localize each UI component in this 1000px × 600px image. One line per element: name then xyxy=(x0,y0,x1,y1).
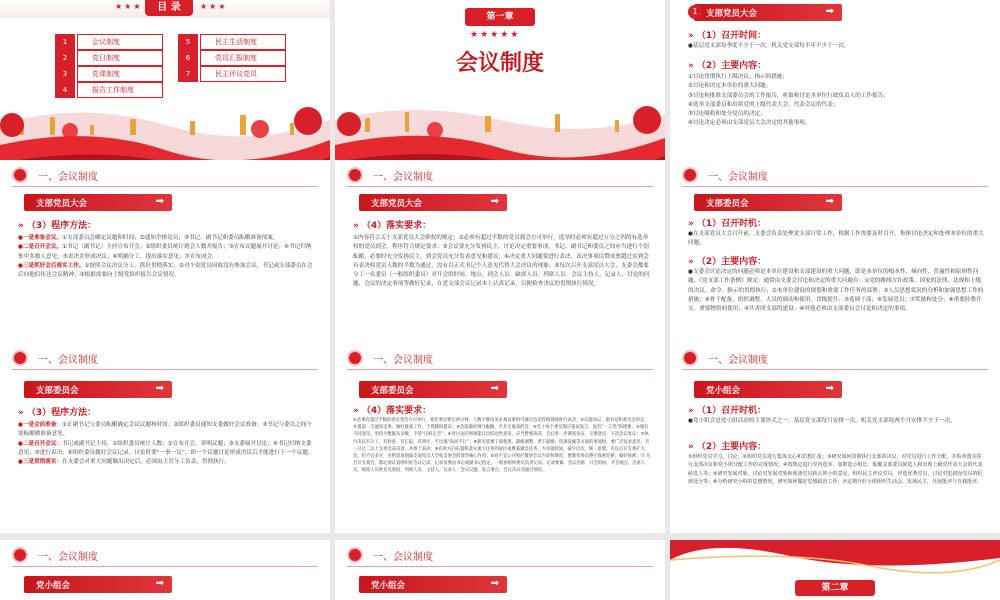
subheading-time: » （1）召开时间： xyxy=(688,31,767,41)
chapter-title: 会议制度 xyxy=(455,50,544,76)
chevron-icon: » xyxy=(688,219,694,229)
toc-num: 5 xyxy=(178,34,198,50)
slide-header xyxy=(670,343,1000,373)
arrow-right-icon: ➡ xyxy=(825,6,834,17)
procedure-text: ●一是准备会议。①支部委员会确定议题和时间；②通知全体党员；③书记、副书记和委员酝酿准备预案。 ●二是召开会议。①书记（副书记）主持宣布开会；②组织委员统计到会人数并报告；③宣布议题展开讨论；④书记归纳集中多数人意见；⑤表决并形成决议；⑥明确分工，提出落实意见；⑦宣布闭会。 ●三是抓好会后落实工作。①按照会议决议分工，抓好贯彻落实；②对个别党员因故没有参加会议，书记或支部委员在会后向他们传达会议精神；③根据需要向上级党组织报告会议情况。 xyxy=(18,235,313,279)
header-badge-icon xyxy=(12,350,28,366)
slide-group-meeting-requirements[interactable] xyxy=(335,540,665,600)
slide-committee-requirements[interactable] xyxy=(335,343,665,533)
arrow-right-icon: ➡ xyxy=(490,383,499,394)
section-label: 支部党员大会 xyxy=(371,199,423,209)
slide-header xyxy=(670,160,1000,190)
arrow-right-icon: ➡ xyxy=(825,196,834,207)
arrow-right-icon: ➡ xyxy=(490,196,499,207)
subheading-time: » （1）召开时机： xyxy=(688,406,767,416)
arrow-right-icon: ➡ xyxy=(155,196,164,207)
number-icon: 1 xyxy=(688,5,702,19)
section-banner xyxy=(359,194,507,211)
subheading: » （3）程序方法： xyxy=(18,408,97,418)
chevron-icon: » xyxy=(688,61,694,71)
toc-num: 6 xyxy=(178,50,198,66)
toc-label: 报告工作制度 xyxy=(77,82,163,98)
list-item: ⑥讨论决定必须由支部党员大会决定的其他事项。 xyxy=(688,120,811,127)
arrow-right-icon: ➡ xyxy=(155,578,164,589)
chapter-label: 第二章 xyxy=(795,580,875,596)
header-title: 一、会议制度 xyxy=(373,355,433,366)
toc-num: 4 xyxy=(55,82,75,98)
slide-party-meeting-requirements[interactable] xyxy=(335,160,665,350)
list-item: ①讨论贯彻执行上级决议、指示的措施； xyxy=(688,74,789,80)
section-banner xyxy=(694,4,842,21)
section-banner xyxy=(24,194,172,211)
chevron-icon: » xyxy=(353,406,359,416)
toc-num: 2 xyxy=(55,50,75,66)
header-badge-icon xyxy=(682,350,698,366)
paragraph: ●在支部党员大会召开前，支委会负责处理党支部日常工作，根据工作需要及时召开，集体讨论决定和处理本单位的重大问题。 xyxy=(688,231,984,247)
section-label: 支部党员大会 xyxy=(706,9,758,19)
paragraph: ●基层党支部每季度不少于一次，机关党支部每半年不少于一次。 xyxy=(688,43,850,49)
toc-label: 会议制度 xyxy=(77,34,163,50)
slide-header xyxy=(0,160,330,190)
paragraph: ●支委会讨论决定的问题必须是本单位建设和支部建设的重大问题，即是本单位的根本性、倾向性、普遍性和原则性问题。《党支部工作条例》规定：通常由支委会讨论和决定的重大问题有：①党的路线方针政策、国家的法律、法规和上级的决议、命令、指示的贯彻执行；②本单位建设的规划和重要工作任务的部署；③人员思想状况的分析和加强思想工作的措施；④骨干配备、组织调整、人员的调动和使用、晋级提升；⑤选调干部；⑥发展党员；⑦奖励和处分；⑧重要经费开支、重要物资的使用；⑨共青团支部的建设；⑩其他必须由支部委员会讨论和决定的事项。 xyxy=(688,269,984,313)
subheading: » （3）程序方法： xyxy=(18,221,97,231)
chapter-stars: ★★★★★ xyxy=(470,30,521,40)
slide-party-meeting-procedure[interactable] xyxy=(0,160,330,350)
list-item: ④选举支部委员和出席党的上级代表大会、代表会议的代表； xyxy=(688,101,839,108)
slide-committee-procedure[interactable] xyxy=(0,343,330,533)
slide-chapter-2[interactable] xyxy=(670,540,1000,600)
toc-stars-right: ★★★ xyxy=(200,2,228,11)
section-banner xyxy=(694,381,842,398)
toc-num: 3 xyxy=(55,66,75,82)
section-banner xyxy=(24,381,172,398)
slide-header xyxy=(335,540,665,570)
slide-header xyxy=(335,343,665,373)
section-label: 党小组会 xyxy=(706,386,741,396)
paragraph: ●党小组会是党小组活动的主要形式之一，基层党支部每月安排一次，机关党支部每两个月安排不少于一次。 xyxy=(688,418,956,424)
top-wave-decoration xyxy=(670,540,1000,580)
paragraph: ①组织党员学习、讨论；②组织党员进行集体交心和思想汇报；③研究如何贯彻执行支部的决议，对党员进行工作分配，并检查落实执行支部决议和党小组分配工作的完成情况；④按规定进行党内选举，如推选小组长、酝酿支部委员候选人和出席上级党代表大会的代表候选人等；⑤研究发展对象，讨论对发展对象和预备党员转正的小组意见，组织民主评议党员，评选优秀党员，讨论对犯错误党员的纪律处分等；⑥分析研究小组的思想情况，研究如何做好思想政治工作；⑦定期开好小组组织生活会，发扬民主，开展批评与自我批评。 xyxy=(688,454,983,486)
header-title: 一、会议制度 xyxy=(373,552,433,563)
header-title: 一、会议制度 xyxy=(373,172,433,183)
requirements-text: ①内容符合关于支部党员大会职权的规定；②必须有超过半数的党员到会方可举行，选举时必须有超过五分之四的有选举权的党员到会，程序符合规定要求；③会议要充分发扬民主，讨论决定重要事项，书记、副书记和委员之间应当进行个别酝酿，必要时充分发扬民主，到会党员充分发表意见和建议；④决定重大问题要进行表决，表决事项以赞成票超过实到会有表决权党员人数的半数为通过，没有以正式书记个人意见代替大会决议的现象；⑤每次召开支部党员大会，支委会都要分工一名委员（一般组织委员）对开会的时间、地点、到会人员、缺席人员、列席人员、会议主持人、记录人、讨论的问题、会议的决定事项等做好记录，在党支部会议记录本上认真记录，以便检查决议的贯彻执行情况。 xyxy=(353,235,650,288)
slide-header xyxy=(0,343,330,373)
subheading-content: » （2）主要内容： xyxy=(688,442,767,452)
chapter-label: 第一章 xyxy=(465,8,535,26)
toc-label: 党课制度 xyxy=(77,66,163,82)
section-label: 支部委员会 xyxy=(36,386,79,396)
section-banner xyxy=(359,381,507,398)
procedure-text: ●一是会前准备：①正副书记与委员酝酿确定会议议题和时间；②组织委员通知支委做好会议准备；③书记与委员之间个别酝酿做准备意见。 ●二是召开会议：书记或副书记主持，①组织委员统计人数；②宣布开会，讲明议题；③支委展开讨论；④书记归纳支委意见；⑤进行表决；⑥组织委员做好会议记录。讨论时要“一事一议”，即一个议题讨论形成决议后才能进行下一个议题。 ●三是贯彻落实：在支委会对重大问题做出决定后，必须由主管分工负责，贯彻执行。 xyxy=(18,422,314,466)
subheading: » （4）落实要求： xyxy=(353,221,432,231)
header-title: 一、会议制度 xyxy=(38,172,98,183)
section-banner xyxy=(694,194,842,211)
header-badge-icon xyxy=(12,167,28,183)
list-item: ②讨论和决定本单位的重大问题； xyxy=(688,83,772,90)
section-label: 党小组会 xyxy=(36,581,71,591)
subheading-time: » （1）召开时机： xyxy=(688,219,767,229)
slide-header xyxy=(0,540,330,570)
toc-stars-left: ★★★ xyxy=(115,2,143,11)
header-badge-icon xyxy=(347,547,363,563)
arrow-right-icon: ➡ xyxy=(155,383,164,394)
slide-group-meeting-procedure[interactable] xyxy=(0,540,330,600)
header-badge-icon xyxy=(347,167,363,183)
section-label: 支部委员会 xyxy=(371,386,414,396)
header-title: 一、会议制度 xyxy=(708,172,768,183)
arrow-right-icon: ➡ xyxy=(825,383,834,394)
header-title: 一、会议制度 xyxy=(38,552,98,563)
header-badge-icon xyxy=(12,547,28,563)
toc-label: 民主生活制度 xyxy=(200,34,286,50)
toc-label: 党日制度 xyxy=(77,50,163,66)
header-title: 一、会议制度 xyxy=(708,355,768,366)
list-item: ⑤讨论吸收和处分党员的决定； xyxy=(688,111,766,118)
content-list xyxy=(688,73,986,129)
section-label: 支部党员大会 xyxy=(36,199,88,209)
section-label: 党小组会 xyxy=(371,581,406,591)
subheading: » （4）落实要求： xyxy=(353,406,432,416)
arrow-right-icon: ➡ xyxy=(490,578,499,589)
subheading-content: » （2）主要内容： xyxy=(688,61,767,71)
section-label: 支部委员会 xyxy=(706,199,749,209)
header-title: 一、会议制度 xyxy=(38,355,98,366)
toc-title: 目 录 xyxy=(145,0,193,16)
toc-label: 党员汇报制度 xyxy=(200,50,286,66)
slide-group-meeting-content[interactable] xyxy=(670,343,1000,533)
toc-num: 1 xyxy=(55,34,75,50)
section-banner xyxy=(24,576,172,593)
header-badge-icon xyxy=(347,350,363,366)
toc-label: 民主评议党员 xyxy=(200,66,286,82)
slide-header xyxy=(335,160,665,190)
chevron-icon: » xyxy=(18,408,24,418)
toc-num: 7 xyxy=(178,66,198,82)
chevron-icon: » xyxy=(688,257,694,267)
chevron-icon: » xyxy=(688,442,694,452)
chevron-icon: » xyxy=(353,221,359,231)
chevron-icon: » xyxy=(688,31,694,41)
section-banner xyxy=(359,576,507,593)
slide-committee-content[interactable] xyxy=(670,160,1000,350)
list-item: ③讨论和批准支部委员会的工作报告，听取和讨论本单位行政负责人的工作报告； xyxy=(688,92,889,99)
chevron-icon: » xyxy=(688,406,694,416)
subheading-content: » （2）主要内容： xyxy=(688,257,767,267)
header-badge-icon xyxy=(682,167,698,183)
requirements-text: ①必须有超过半数的委员到会方可举行，委任委员要在两分钟，人数不够再见必须以事时可通过电话连线现场进行表决；②议题书记、副书记和委员会审定，并提前一天通知支委，做好准备工作，不得随时提议；③会前做好调气酝酿，不开无准备的会；④会上每个委员都应依法发言，没有“一言堂”的现象；⑤遇有不同意见，坚持少数服从多数，不得“以权定音”；⑥对讨论的事项能议出结论性意见，应当暂缓表决，会后进一步调查论证，交换意见，下次会议复议；⑦执行决议有分工、有检查、有汇报、有讲评，不出现“说而不行”；⑧研究需要干部使用、职级调整、晋干职级、选调发掘等方面的事项时，要广泛征求意见，有三分之二以上支委会表决意，并逐个表决；⑨有时方向布置和落实重大任务的战区或暨某紧急任务，为争取时间，减少层次，统一思想，可以召开支委扩大会。但不宜多开，否则容易削弱支部党员大会和支委会的领导核心作用；⑩对不宜公开组扩散的会议内容和情况，要教育委员遵守保密纪律，做好保密；⑪ 凡召开支委会，都必须认真组织好会议记录，记录员要由书记或副书记指定，一般由组织委员负责记录。记录要素：会议名称、开会时间、开会地点、出席人员、缺席人员姓名及原因、列席人员、主持人、记录人、会议议题、发言要点、会议决议及通过情况。 xyxy=(353,418,651,474)
chevron-icon: » xyxy=(18,221,24,231)
